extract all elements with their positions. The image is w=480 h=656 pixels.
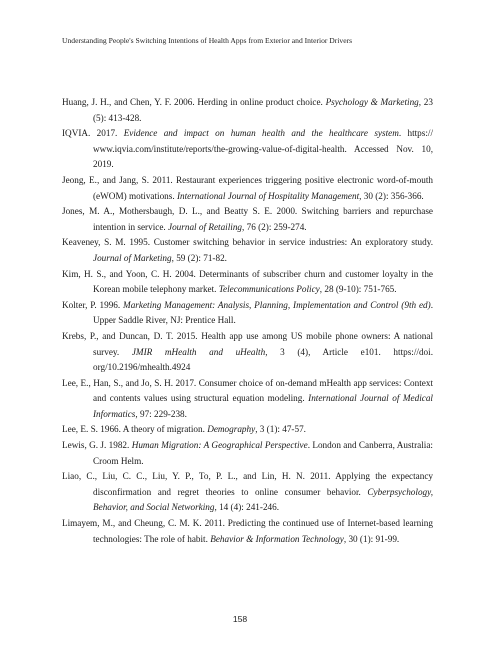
reference-text: Jones, M. A., Mothersbaugh, D. L., and Beatty S. E. 2000. Switching barriers and repurchase intention in service. [62, 206, 433, 232]
reference-details: , 30 (1): 91-99. [343, 533, 400, 544]
reference-details: , 97: 229-238. [135, 408, 187, 419]
reference-text: Huang, J. H., and Chen, Y. F. 2006. Herding in online product choice. [62, 97, 326, 107]
reference-text: Lewis, G. J. 1982. [62, 440, 132, 451]
reference-details: , 59 (2): 71-82. [171, 252, 227, 263]
reference-details: , 14 (4): 241-246. [214, 502, 280, 513]
page-number: 158 [232, 614, 248, 624]
reference-text: Limayem, M., and Cheung, C. M. K. 2011. Predicting the continued use of Internet-based learning technologies: The role of habit. [62, 518, 433, 544]
reference-text: Kolter, P. 1996. [62, 299, 124, 310]
reference-source-title: Demography [207, 424, 256, 435]
reference-text: Lee, E. S. 1966. A theory of migration. [62, 424, 208, 435]
reference-details: . Upper Saddle River, NJ: Prentice Hall. [93, 299, 433, 326]
reference-details: , 30 (2): 356-366. [359, 190, 424, 201]
reference-details: , 76 (2): 259-274. [242, 221, 307, 232]
reference-entry [62, 95, 433, 126]
reference-details: , 3 (1): 47-57. [255, 424, 306, 435]
reference-entry [62, 126, 433, 173]
reference-text: Jeong, E., and Jang, S. 2011. Restaurant experiences triggering positive electronic word-of-mouth (eWOM) motivations. [62, 174, 433, 201]
reference-entry [62, 469, 433, 516]
reference-source-title: JMIR mHealth and uHealth [131, 346, 266, 357]
reference-entry [62, 516, 433, 547]
reference-entry [62, 298, 433, 329]
reference-source-title: Evidence and impact on human health and the healthcare system [123, 128, 399, 139]
reference-entry [62, 267, 433, 298]
reference-text: Kim, H. S., and Yoon, C. H. 2004. Determinants of subscriber churn and customer loyalty in the Korean mobile telephony market. [62, 268, 433, 295]
reference-source-title: Journal of Marketing [93, 252, 172, 263]
reference-entry [62, 438, 433, 469]
reference-entry [62, 422, 433, 438]
reference-details: , 28 (9-10): 751-765. [319, 284, 397, 295]
reference-text: Lee, E., Han, S., and Jo, S. H. 2017. Consumer choice of on-demand mHealth app services: Context and contents values using structural equation modeling. [62, 377, 433, 404]
reference-source-title: Human Migration: A Geographical Perspective [131, 440, 308, 451]
reference-entry [62, 173, 433, 204]
reference-source-title: Behavior & Information Technology [210, 533, 344, 544]
reference-text: Krebs, P., and Duncan, D. T. 2015. Health app use among US mobile phone owners: A national survey. [62, 330, 433, 357]
reference-source-title: Journal of Retailing [168, 221, 243, 232]
reference-source-title: Cyberpsychology, Behavior, and Social Networking [93, 486, 433, 513]
reference-source-title: International Journal of Hospitality Management [176, 190, 360, 201]
reference-details: . https:// www.iqvia.com/institute/reports/the-growing-value-of-digital-health. Accessed Nov. 10, 2019. [93, 128, 434, 170]
reference-details: . London and Canberra, Australia: Croom Helm. [93, 440, 433, 466]
reference-details: , 23 (5): 413-428. [93, 97, 433, 123]
reference-source-title: Telecommunications Policy [218, 284, 320, 295]
running-header: Understanding People's Switching Intentions of Health Apps from Exterior and Interior Drivers [62, 36, 353, 45]
reference-text: Liao, C., Liu, C. C., Liu, Y. P., To, P. L., and Lin, H. N. 2011. Applying the expectancy disconfirmation and regret theories to online consumer behavior. [62, 471, 433, 497]
reference-source-title: Psychology & Marketing [325, 97, 419, 107]
reference-details: , 3 (4), Article e101. https://doi. org/10.2196/mhealth.4924 [93, 346, 433, 373]
reference-text: IQVIA. 2017. [62, 128, 124, 139]
reference-text: Keaveney, S. M. 1995. Customer switching behavior in service industries: An exploratory study. [62, 237, 433, 248]
reference-entry [62, 376, 433, 423]
reference-list [62, 95, 433, 547]
reference-entry [62, 235, 433, 266]
reference-entry [62, 329, 433, 376]
reference-source-title: Marketing Management: Analysis, Planning, Implementation and Control (9th ed) [123, 299, 431, 310]
reference-entry [62, 204, 433, 235]
reference-source-title: International Journal of Medical Informatics [93, 393, 433, 419]
